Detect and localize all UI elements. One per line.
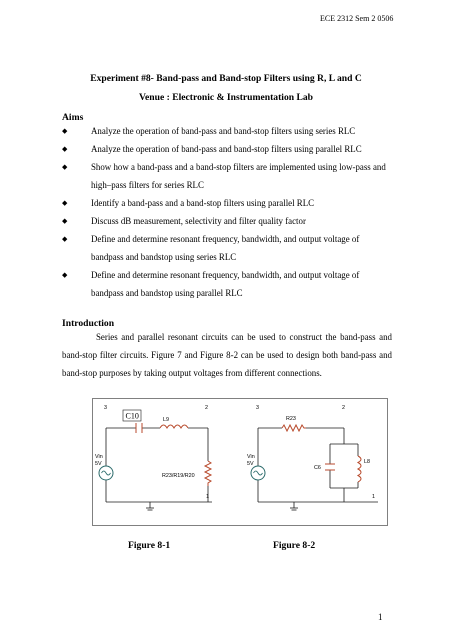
node-label: 3 <box>256 405 259 411</box>
diamond-bullet-icon: ◆ <box>62 235 68 243</box>
capacitor-label: C6 <box>314 465 321 471</box>
node-label: 1 <box>372 494 375 500</box>
capacitor-label: C10 <box>125 411 139 421</box>
course-code: ECE 2312 Sem 2 0506 <box>320 14 394 23</box>
aims-list <box>62 122 392 302</box>
source-name-label: Vin <box>95 454 103 460</box>
aims-item: ◆ Analyze the operation of band-pass and band-stop filters using parallel RLC <box>62 140 392 158</box>
venue-line: Venue : Electronic & Instrumentation Lab <box>138 92 314 103</box>
node-label: 2 <box>205 405 208 411</box>
inductor-label: L8 <box>364 459 370 465</box>
aims-item: ◆ Identify a band-pass and a band-stop filters using parallel RLC <box>62 194 392 212</box>
figure-caption-right: Figure 8-2 <box>273 540 316 551</box>
circuit-diagram <box>92 398 388 526</box>
diamond-bullet-icon: ◆ <box>62 163 68 171</box>
introduction-heading: Introduction <box>62 318 115 329</box>
aims-heading: Aims <box>62 112 84 123</box>
diamond-bullet-icon: ◆ <box>62 217 68 225</box>
source-value-label: 5V <box>95 461 102 467</box>
introduction-paragraph: Series and parallel resonant circuits can be used to construct the band-pass and band-stop filter circuits. Figure 7 and Figure 8-2 can be used to design both band-pass and band-stop purposes by taking output voltages from different connections. <box>62 332 392 378</box>
aims-item: ◆ Analyze the operation of band-pass and band-stop filters using series RLC <box>62 122 392 140</box>
node-label: 1 <box>206 494 209 500</box>
source-name-label: Vin <box>247 454 255 460</box>
inductor-label: L9 <box>163 417 169 423</box>
diamond-bullet-icon: ◆ <box>62 145 68 153</box>
resistor-label: R23 <box>286 416 296 422</box>
aims-item: ◆ Discuss dB measurement, selectivity and filter quality factor <box>62 212 392 230</box>
aims-item: ◆ Define and determine resonant frequency, bandwidth, and output voltage of bandpass and bandstop using parallel RLC <box>62 266 392 302</box>
page-number: 1 <box>378 612 383 622</box>
source-value-label: 5V <box>247 461 254 467</box>
diamond-bullet-icon: ◆ <box>62 127 68 135</box>
diamond-bullet-icon: ◆ <box>62 271 68 279</box>
aims-item: ◆ Show how a band-pass and a band-stop filters are implemented using low-pass and high–pass filters for series RLC <box>62 158 392 194</box>
aims-item: ◆ Define and determine resonant frequency, bandwidth, and output voltage of bandpass and bandstop using series RLC <box>62 230 392 266</box>
node-label: 3 <box>104 405 107 411</box>
document-title: Experiment #8- Band-pass and Band-stop Filters using R, L and C <box>90 73 362 84</box>
diamond-bullet-icon: ◆ <box>62 199 68 207</box>
resistor-label: R23/R19/R20 <box>162 473 195 479</box>
node-label: 2 <box>342 405 345 411</box>
figure-caption-left: Figure 8-1 <box>128 540 171 551</box>
